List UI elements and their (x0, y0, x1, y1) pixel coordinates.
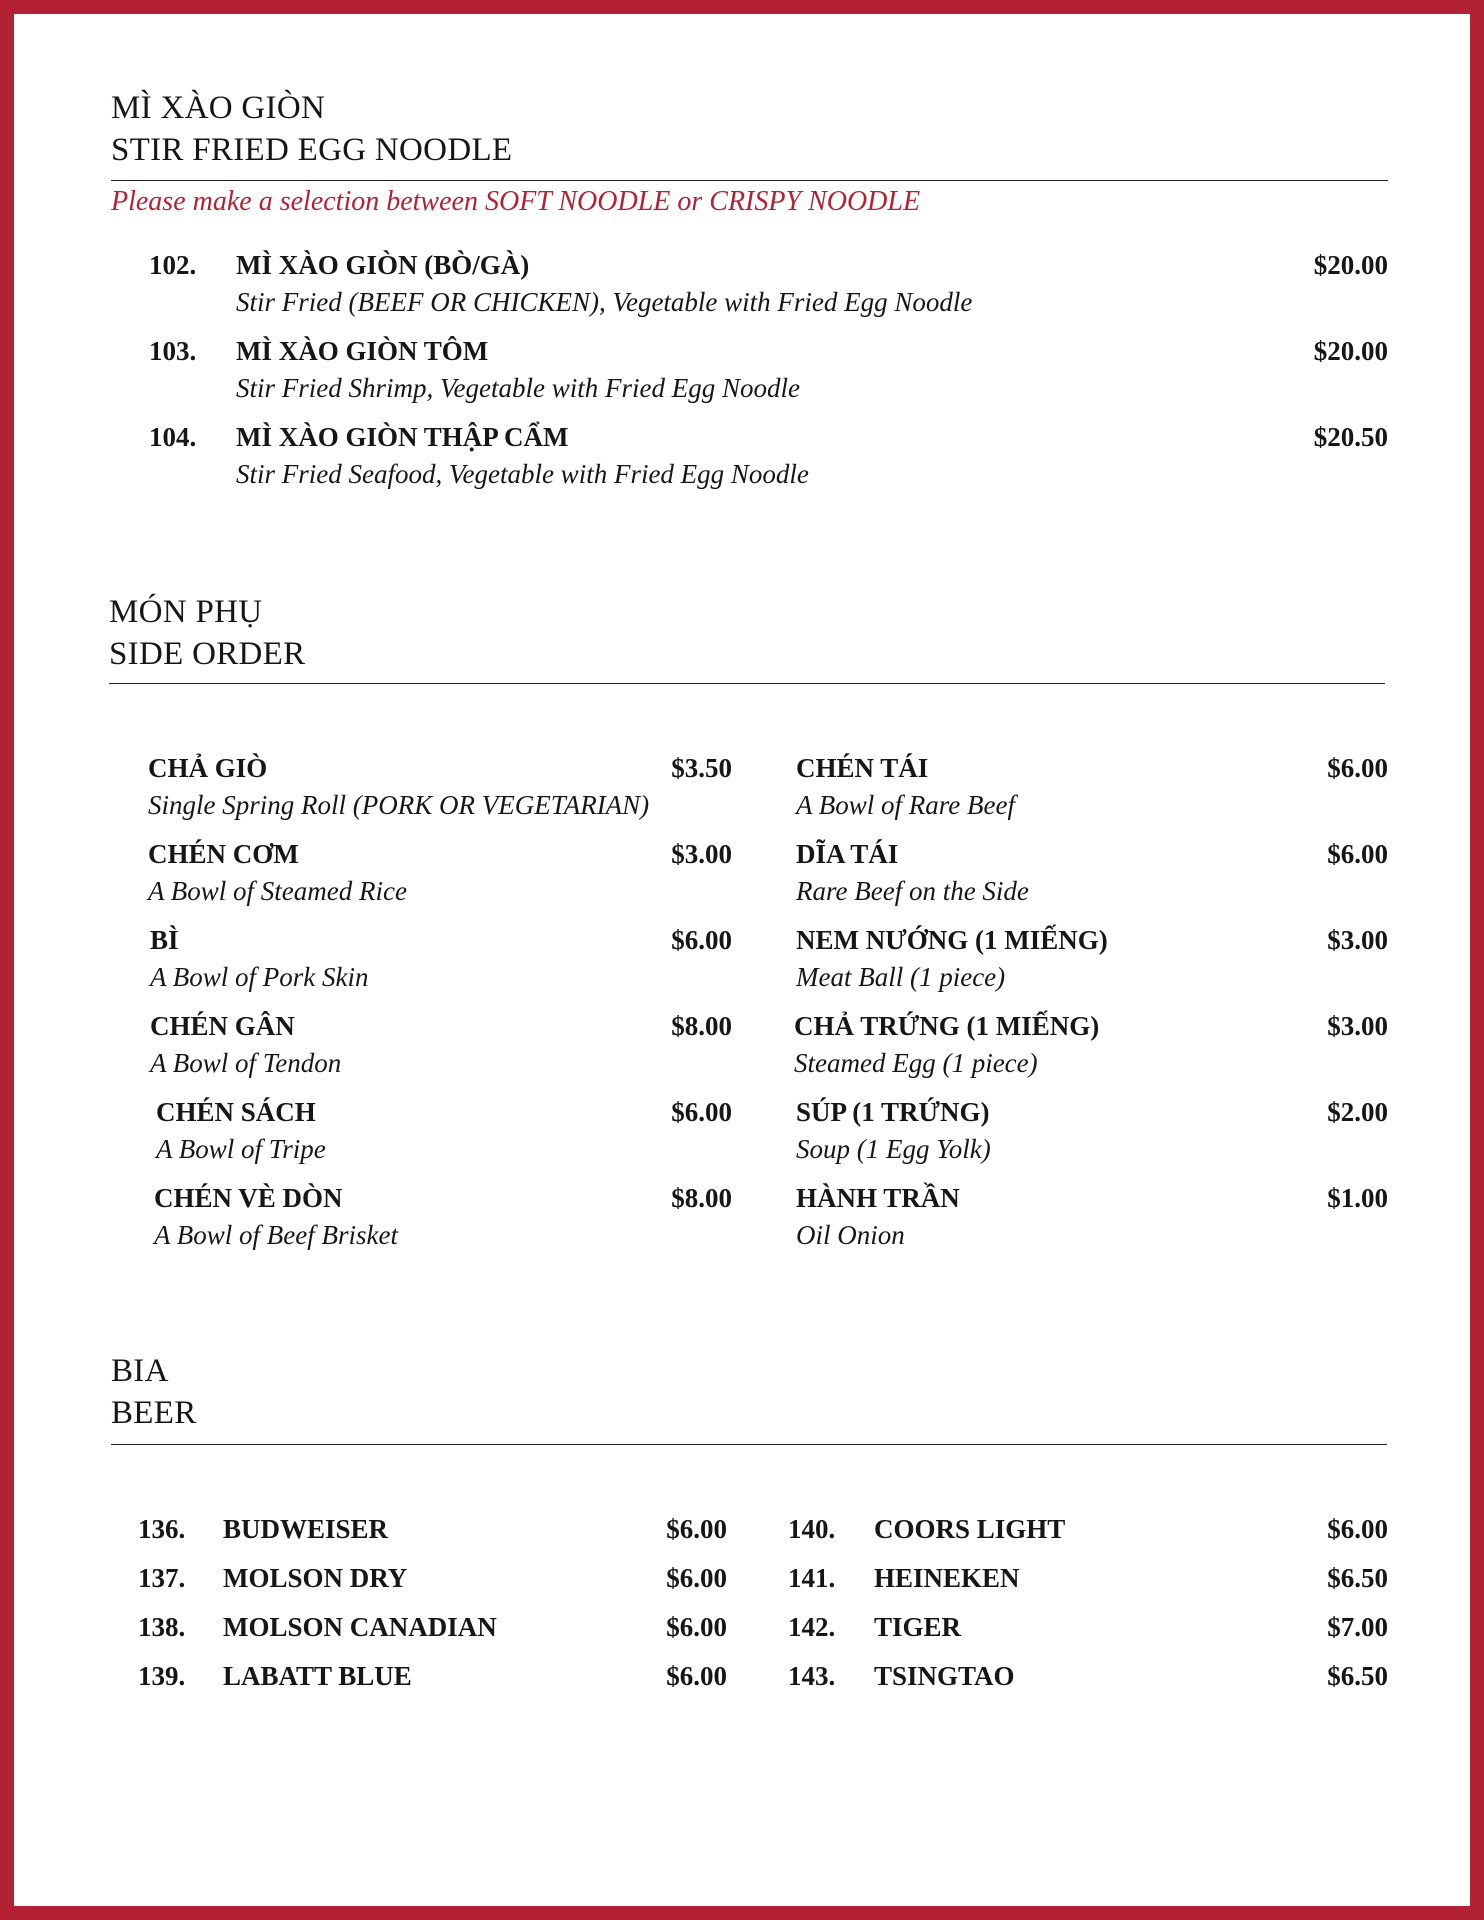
menu-page (14, 14, 1470, 1906)
item-description: Meat Ball (1 piece) (796, 962, 1006, 992)
item-price: $20.00 (1313, 336, 1388, 366)
item-price: $6.00 (1327, 753, 1388, 783)
item-name: CHÉN SÁCH (156, 1097, 316, 1127)
item-name: BUDWEISER (223, 1514, 389, 1544)
item-number: 142. (788, 1612, 836, 1642)
item-price: $6.00 (1327, 1514, 1388, 1544)
item-name: CHẢ TRỨNG (1 MIẾNG) (794, 1011, 1100, 1041)
item-number: 141. (788, 1563, 836, 1593)
item-price: $6.00 (666, 1514, 727, 1544)
item-description: A Bowl of Pork Skin (150, 962, 369, 992)
item-name: SÚP (1 TRỨNG) (796, 1097, 990, 1127)
item-description: A Bowl of Tripe (156, 1134, 326, 1164)
item-price: $3.00 (1327, 1011, 1388, 1041)
item-name: MÌ XÀO GIÒN TÔM (236, 336, 489, 366)
item-name: HÀNH TRẦN (796, 1183, 960, 1213)
item-name: CHÉN TÁI (796, 753, 929, 783)
item-name: NEM NƯỚNG (1 MIẾNG) (796, 925, 1108, 955)
item-description: Oil Onion (796, 1220, 905, 1250)
item-price: $6.00 (666, 1563, 727, 1593)
item-description: Steamed Egg (1 piece) (794, 1048, 1038, 1078)
item-name: MÌ XÀO GIÒN (BÒ/GÀ) (236, 250, 530, 280)
item-price: $2.00 (1327, 1097, 1388, 1127)
item-price: $6.50 (1327, 1661, 1388, 1691)
item-name: CHÉN CƠM (148, 839, 299, 869)
item-price: $6.00 (1327, 839, 1388, 869)
noodle-section-divider (111, 180, 1388, 181)
item-description: A Bowl of Beef Brisket (154, 1220, 398, 1250)
item-name: COORS LIGHT (874, 1514, 1066, 1544)
item-name: CHÉN VÈ DÒN (154, 1183, 343, 1213)
item-name: TSINGTAO (874, 1661, 1015, 1691)
item-name: CHÉN GÂN (150, 1011, 295, 1041)
item-description: A Bowl of Rare Beef (796, 790, 1015, 820)
item-price: $8.00 (671, 1183, 732, 1213)
item-number: 140. (788, 1514, 836, 1544)
item-description: Stir Fried (BEEF OR CHICKEN), Vegetable with Fried Egg Noodle (236, 287, 973, 317)
item-name: MOLSON CANADIAN (223, 1612, 497, 1642)
noodle-section-title-en: STIR FRIED EGG NOODLE (111, 132, 513, 168)
item-price: $6.50 (1327, 1563, 1388, 1593)
item-price: $6.00 (666, 1612, 727, 1642)
item-name: CHẢ GIÒ (148, 753, 268, 783)
item-price: $3.00 (671, 839, 732, 869)
item-number: 138. (138, 1612, 186, 1642)
item-price: $6.00 (666, 1661, 727, 1691)
item-description: A Bowl of Steamed Rice (148, 876, 407, 906)
noodle-section-title-vi: MÌ XÀO GIÒN (111, 90, 326, 126)
item-name: MOLSON DRY (223, 1563, 408, 1593)
side-section-divider (109, 683, 1385, 684)
item-description: Stir Fried Shrimp, Vegetable with Fried Egg Noodle (236, 373, 800, 403)
item-number: 143. (788, 1661, 836, 1691)
beer-section-divider (111, 1444, 1387, 1445)
beer-section-title-en: BEER (111, 1395, 197, 1431)
item-price: $6.00 (671, 1097, 732, 1127)
item-name: HEINEKEN (874, 1563, 1020, 1593)
item-price: $3.50 (671, 753, 732, 783)
item-price: $1.00 (1327, 1183, 1388, 1213)
item-price: $3.00 (1327, 925, 1388, 955)
item-number: 136. (138, 1514, 186, 1544)
noodle-selection-note: Please make a selection between SOFT NOODLE or CRISPY NOODLE (111, 186, 921, 217)
item-name: TIGER (874, 1612, 962, 1642)
item-number: 104. (149, 422, 197, 452)
item-number: 137. (138, 1563, 186, 1593)
item-description: Soup (1 Egg Yolk) (796, 1134, 991, 1164)
item-description: A Bowl of Tendon (150, 1048, 342, 1078)
side-section-title-en: SIDE ORDER (109, 636, 306, 672)
item-name: LABATT BLUE (223, 1661, 412, 1691)
item-price: $20.50 (1313, 422, 1388, 452)
item-name: MÌ XÀO GIÒN THẬP CẨM (236, 422, 569, 452)
item-price: $6.00 (671, 925, 732, 955)
item-name: DĨA TÁI (796, 839, 899, 869)
item-number: 102. (149, 250, 197, 280)
side-section-title-vi: MÓN PHỤ (109, 594, 263, 630)
item-price: $20.00 (1313, 250, 1388, 280)
item-number: 103. (149, 336, 197, 366)
item-price: $8.00 (671, 1011, 732, 1041)
item-description: Stir Fried Seafood, Vegetable with Fried Egg Noodle (236, 459, 809, 489)
item-description: Single Spring Roll (PORK OR VEGETARIAN) (148, 790, 650, 820)
item-number: 139. (138, 1661, 186, 1691)
item-name: BÌ (150, 925, 179, 955)
item-price: $7.00 (1327, 1612, 1388, 1642)
item-description: Rare Beef on the Side (796, 876, 1029, 906)
beer-section-title-vi: BIA (111, 1353, 169, 1389)
